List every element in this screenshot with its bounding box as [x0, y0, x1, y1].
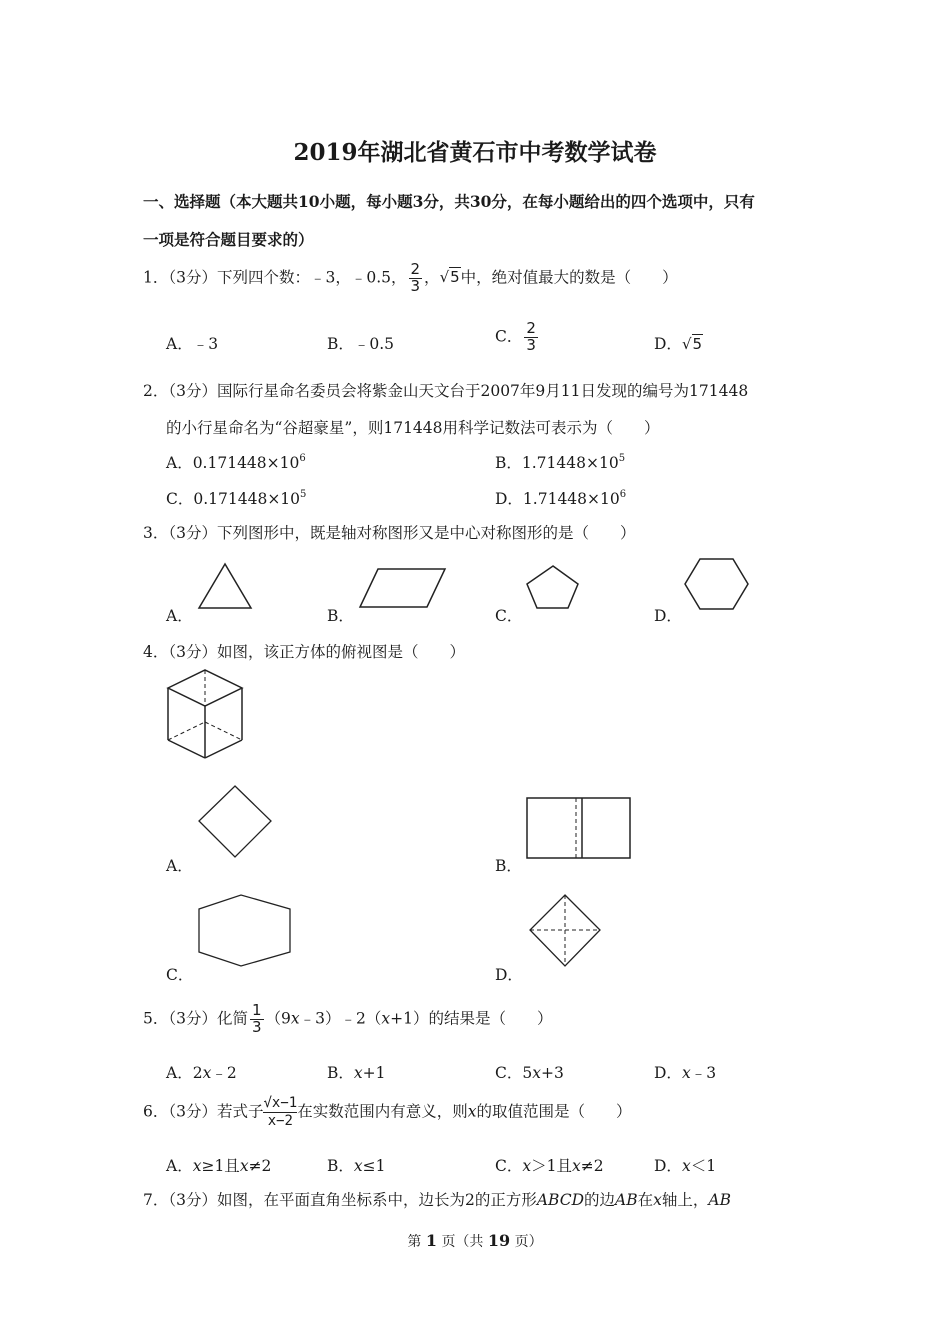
q3-option-c[interactable]: C．: [495, 607, 523, 625]
q5-option-c[interactable]: C．5x+3: [495, 1064, 564, 1082]
q4-option-b[interactable]: B．: [495, 857, 522, 875]
q5-option-a[interactable]: A．2x﹣2: [166, 1064, 237, 1082]
hexagon-figure[interactable]: [685, 559, 748, 609]
q4-option-d[interactable]: D．: [495, 966, 523, 984]
sqrt-expression: √5: [439, 268, 460, 287]
q1-option-a[interactable]: A．﹣3: [166, 335, 219, 353]
q1-option-b[interactable]: B．﹣0.5: [327, 335, 395, 353]
q3-option-d[interactable]: D．: [654, 607, 682, 625]
q5-option-b[interactable]: B．x+1: [327, 1064, 386, 1082]
question-3: 3．（3分）下列图形中，既是轴对称图形又是中心对称图形的是（ ）: [143, 524, 636, 542]
question-7: 7．（3分）如图，在平面直角坐标系中，边长为2的正方形ABCD的边AB在x轴上，AB: [143, 1191, 731, 1209]
wide-hexagon-figure[interactable]: [199, 895, 290, 966]
parallelogram-figure[interactable]: [360, 569, 445, 607]
q3-option-b[interactable]: B．: [327, 607, 354, 625]
section-heading-line2: 一项是符合题目要求的）: [143, 230, 314, 249]
q5-option-d[interactable]: D．x﹣3: [654, 1064, 717, 1082]
q2-option-b[interactable]: B．$1.71448\times 10^5$: [495, 453, 626, 472]
question-2-line2: 的小行星命名为“谷超豪星”，则171448用科学记数法可表示为（ ）: [166, 419, 660, 437]
question-1: 1．（3分）下列四个数：﹣3，﹣0.5， $\frac{2}{3}$ ，√5中，绝对值最大的数是（ ）: [143, 260, 678, 295]
q4-option-a[interactable]: A．: [166, 857, 193, 875]
q3-option-a[interactable]: A．: [166, 607, 193, 625]
q4-option-c[interactable]: C．: [166, 966, 194, 984]
q6-option-b[interactable]: B．x≤1: [327, 1157, 386, 1175]
question-4: 4．（3分）如图，该正方体的俯视图是（ ）: [143, 643, 465, 661]
q2-option-d[interactable]: D．$1.71448\times 10^6$: [495, 489, 627, 508]
question-2-line1: 2．（3分）国际行星命名委员会将紫金山天文台于2007年9月11日发现的编号为171448: [143, 382, 749, 400]
cube-figure: [168, 670, 242, 758]
q6-option-d[interactable]: D．x＜1: [654, 1157, 717, 1175]
pentagon-figure[interactable]: [527, 566, 578, 608]
q2-option-c[interactable]: C．$0.171448\times 10^5$: [166, 489, 307, 508]
q6-option-c[interactable]: C．x＞1且x≠2: [495, 1157, 604, 1175]
diamond-figure[interactable]: [199, 786, 271, 857]
radical-fraction: $\frac{√x-1}{x-2}$: [263, 1095, 298, 1129]
q2-option-a[interactable]: A．$0.171448\times 10^6$: [166, 453, 306, 472]
rectangle-divided-figure[interactable]: [527, 798, 630, 858]
q6-option-a[interactable]: A．x≥1且x≠2: [166, 1157, 272, 1175]
diamond-dashed-figure[interactable]: [530, 895, 600, 966]
question-5: 5．（3分）化简 $\frac{1}{3}$ （9x﹣3）﹣2（x+1）的结果是（ ）: [143, 1001, 553, 1036]
page-title: 2019年湖北省黄石市中考数学试卷: [293, 139, 657, 166]
section-heading-line1: 一、选择题（本大题共10小题，每小题3分，共30分，在每小题给出的四个选项中，只有: [143, 192, 755, 211]
fraction: $\frac{2}{3}$: [410, 260, 421, 295]
q1-option-c[interactable]: C． $\frac{2}{3}$: [495, 319, 536, 354]
q1-option-d[interactable]: D．√5: [654, 335, 703, 353]
triangle-figure[interactable]: [199, 564, 251, 608]
page-footer: 第 1 页（共 19 页）: [407, 1231, 543, 1250]
question-6: 6．（3分）若式子 $\frac{√x-1}{x-2}$在实数范围内有意义，则x的取值范围是（ ）: [143, 1095, 632, 1129]
